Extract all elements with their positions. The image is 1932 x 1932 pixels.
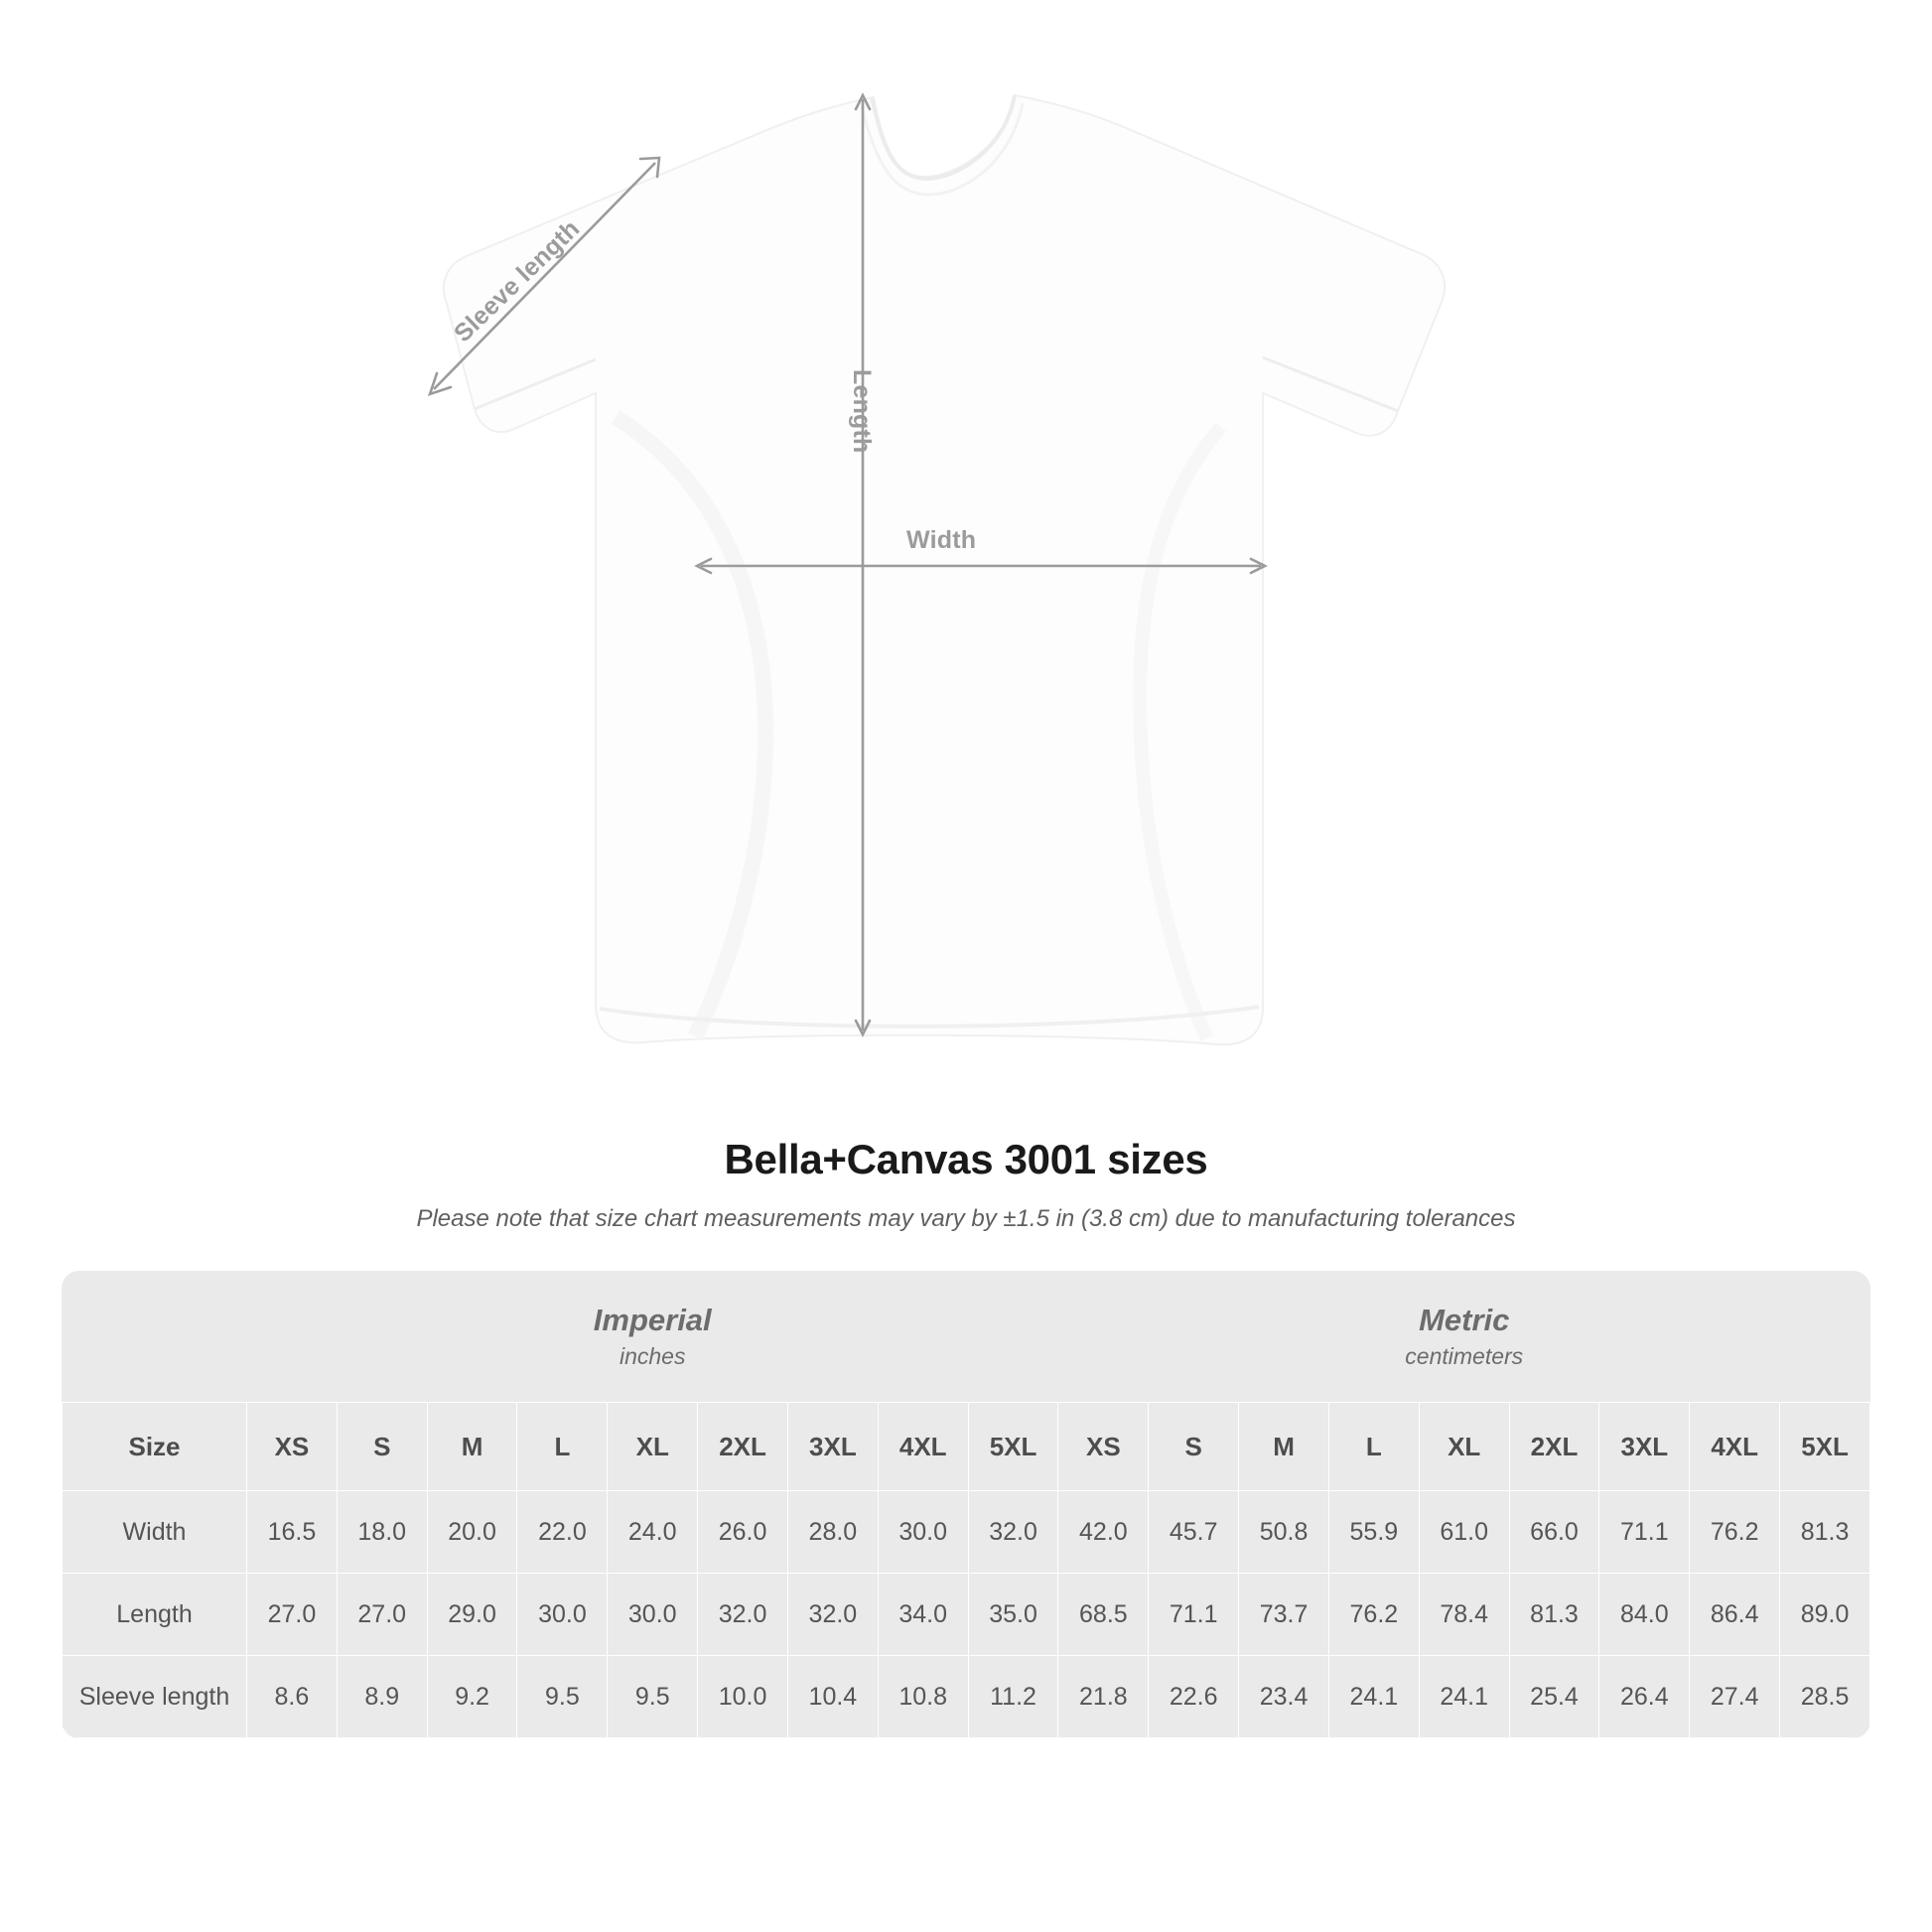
row-label-sleeve-length: Sleeve length — [63, 1656, 247, 1738]
sleeve-imperial-4xl: 10.8 — [878, 1656, 968, 1738]
size-header-metric-s: S — [1149, 1403, 1239, 1491]
sleeve-imperial-m: 9.2 — [427, 1656, 517, 1738]
sleeve-length-dimension-label: Sleeve length — [449, 214, 586, 348]
width-imperial-m: 20.0 — [427, 1491, 517, 1574]
size-header-row — [63, 1403, 1870, 1491]
length-metric-m: 73.7 — [1239, 1574, 1329, 1656]
sleeve-metric-5xl: 28.5 — [1780, 1656, 1870, 1738]
sleeve-metric-xl: 24.1 — [1419, 1656, 1509, 1738]
sleeve-metric-m: 23.4 — [1239, 1656, 1329, 1738]
length-imperial-s: 27.0 — [337, 1574, 427, 1656]
table-row — [63, 1656, 1870, 1738]
size-header-metric-4xl: 4XL — [1690, 1403, 1780, 1491]
length-metric-2xl: 81.3 — [1509, 1574, 1599, 1656]
size-table-wrapper — [62, 1271, 1870, 1738]
length-metric-5xl: 89.0 — [1780, 1574, 1870, 1656]
unit-group-imperial-name: Imperial — [593, 1302, 712, 1337]
width-imperial-5xl: 32.0 — [968, 1491, 1058, 1574]
sleeve-imperial-l: 9.5 — [517, 1656, 608, 1738]
size-header-metric-xs: XS — [1058, 1403, 1149, 1491]
size-header-imperial-3xl: 3XL — [787, 1403, 878, 1491]
size-header-imperial-xl: XL — [608, 1403, 698, 1491]
length-metric-l: 76.2 — [1328, 1574, 1419, 1656]
unit-group-imperial-sub: inches — [619, 1343, 686, 1370]
table-row — [63, 1491, 1870, 1574]
length-imperial-m: 29.0 — [427, 1574, 517, 1656]
unit-group-imperial — [247, 1271, 1058, 1403]
size-header-metric-xl: XL — [1419, 1403, 1509, 1491]
width-metric-m: 50.8 — [1239, 1491, 1329, 1574]
length-imperial-2xl: 32.0 — [698, 1574, 788, 1656]
width-metric-xs: 42.0 — [1058, 1491, 1149, 1574]
length-metric-s: 71.1 — [1149, 1574, 1239, 1656]
sleeve-metric-3xl: 26.4 — [1599, 1656, 1690, 1738]
title-block — [0, 1136, 1932, 1233]
size-header-imperial-m: M — [427, 1403, 517, 1491]
length-imperial-4xl: 34.0 — [878, 1574, 968, 1656]
sleeve-metric-s: 22.6 — [1149, 1656, 1239, 1738]
size-header-imperial-5xl: 5XL — [968, 1403, 1058, 1491]
width-imperial-2xl: 26.0 — [698, 1491, 788, 1574]
length-metric-xl: 78.4 — [1419, 1574, 1509, 1656]
size-header-imperial-s: S — [337, 1403, 427, 1491]
length-imperial-xs: 27.0 — [247, 1574, 338, 1656]
width-metric-4xl: 76.2 — [1690, 1491, 1780, 1574]
sleeve-metric-2xl: 25.4 — [1509, 1656, 1599, 1738]
width-dimension-label: Width — [906, 526, 977, 554]
unit-group-metric-sub: centimeters — [1405, 1343, 1524, 1370]
width-metric-s: 45.7 — [1149, 1491, 1239, 1574]
width-metric-3xl: 71.1 — [1599, 1491, 1690, 1574]
size-header-metric-m: M — [1239, 1403, 1329, 1491]
size-header-metric-2xl: 2XL — [1509, 1403, 1599, 1491]
sleeve-imperial-5xl: 11.2 — [968, 1656, 1058, 1738]
length-dimension-label: Length — [848, 369, 876, 454]
size-table — [62, 1271, 1870, 1738]
width-imperial-3xl: 28.0 — [787, 1491, 878, 1574]
sleeve-imperial-2xl: 10.0 — [698, 1656, 788, 1738]
length-imperial-5xl: 35.0 — [968, 1574, 1058, 1656]
tolerance-note: Please note that size chart measurements may vary by ±1.5 in (3.8 cm) due to manufacturing tolerances — [416, 1205, 1516, 1232]
width-metric-2xl: 66.0 — [1509, 1491, 1599, 1574]
size-corner-label: Size — [63, 1403, 247, 1491]
size-header-imperial-4xl: 4XL — [878, 1403, 968, 1491]
width-imperial-4xl: 30.0 — [878, 1491, 968, 1574]
width-metric-l: 55.9 — [1328, 1491, 1419, 1574]
unit-corner-cell — [63, 1271, 247, 1403]
sleeve-metric-l: 24.1 — [1328, 1656, 1419, 1738]
length-metric-4xl: 86.4 — [1690, 1574, 1780, 1656]
width-imperial-l: 22.0 — [517, 1491, 608, 1574]
length-imperial-xl: 30.0 — [608, 1574, 698, 1656]
sleeve-imperial-xl: 9.5 — [608, 1656, 698, 1738]
width-metric-xl: 61.0 — [1419, 1491, 1509, 1574]
sleeve-imperial-3xl: 10.4 — [787, 1656, 878, 1738]
page-title: Bella+Canvas 3001 sizes — [724, 1136, 1208, 1182]
sleeve-imperial-xs: 8.6 — [247, 1656, 338, 1738]
length-metric-3xl: 84.0 — [1599, 1574, 1690, 1656]
sleeve-metric-xs: 21.8 — [1058, 1656, 1149, 1738]
size-header-metric-3xl: 3XL — [1599, 1403, 1690, 1491]
table-row — [63, 1574, 1870, 1656]
unit-group-metric-name: Metric — [1419, 1302, 1510, 1337]
width-imperial-xl: 24.0 — [608, 1491, 698, 1574]
length-metric-xs: 68.5 — [1058, 1574, 1149, 1656]
width-imperial-xs: 16.5 — [247, 1491, 338, 1574]
width-metric-5xl: 81.3 — [1780, 1491, 1870, 1574]
size-header-imperial-l: L — [517, 1403, 608, 1491]
unit-group-metric — [1058, 1271, 1870, 1403]
unit-header-row — [63, 1271, 1870, 1403]
row-label-width: Width — [63, 1491, 247, 1574]
size-header-metric-5xl: 5XL — [1780, 1403, 1870, 1491]
sleeve-metric-4xl: 27.4 — [1690, 1656, 1780, 1738]
row-label-length: Length — [63, 1574, 247, 1656]
size-header-metric-l: L — [1328, 1403, 1419, 1491]
sleeve-imperial-s: 8.9 — [337, 1656, 427, 1738]
size-header-imperial-xs: XS — [247, 1403, 338, 1491]
width-imperial-s: 18.0 — [337, 1491, 427, 1574]
size-header-imperial-2xl: 2XL — [698, 1403, 788, 1491]
length-imperial-l: 30.0 — [517, 1574, 608, 1656]
length-imperial-3xl: 32.0 — [787, 1574, 878, 1656]
